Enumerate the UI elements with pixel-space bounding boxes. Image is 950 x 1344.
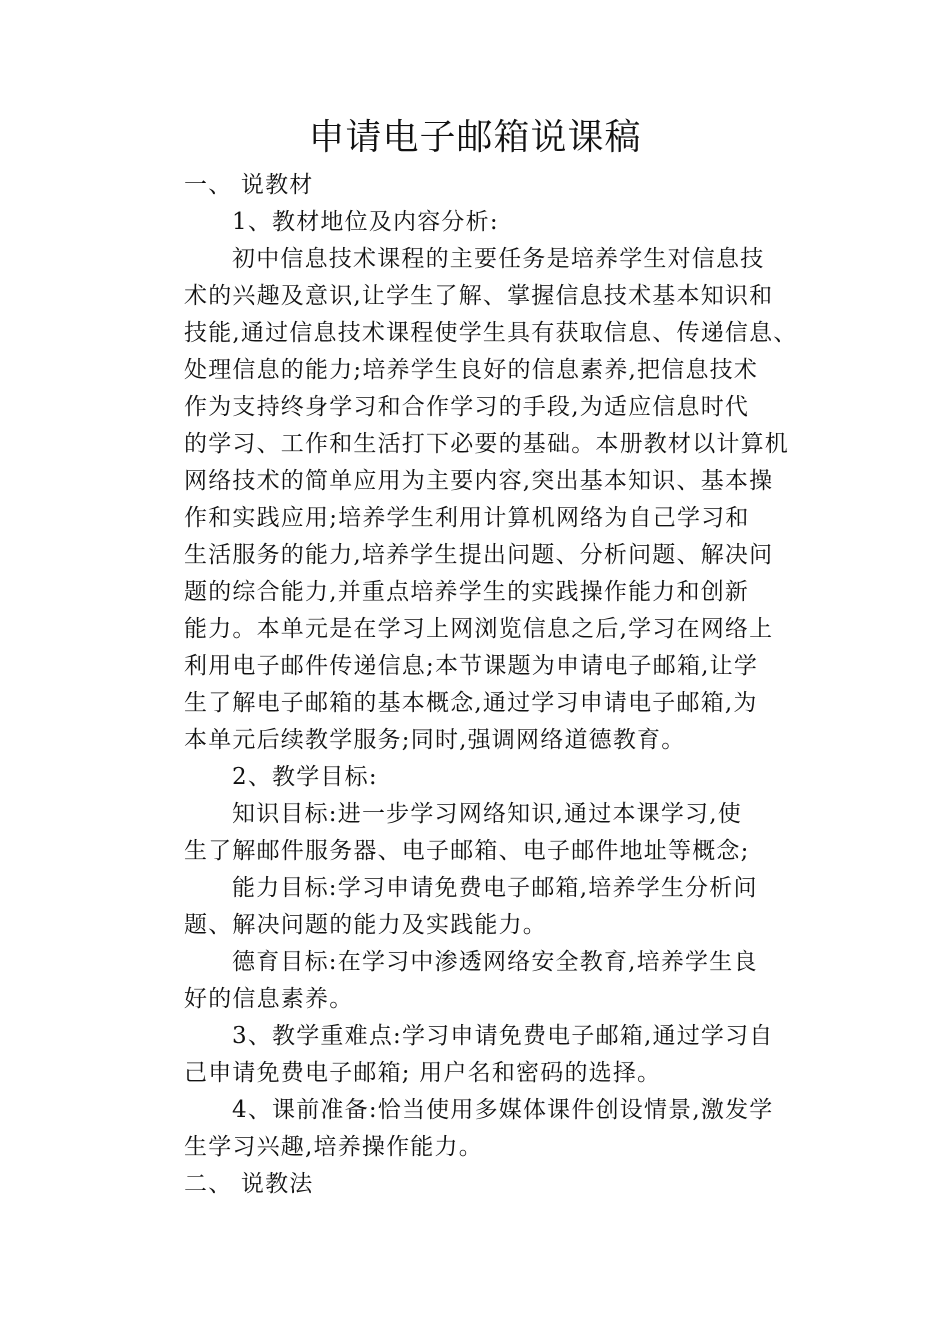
paragraph-line: 知识目标:进一步学习网络知识,通过本课学习,使 [232, 801, 742, 827]
paragraph-line: 能力。本单元是在学习上网浏览信息之后,学习在网络上 [184, 616, 774, 642]
paragraph-line: 生学习兴趣,培养操作能力。 [184, 1134, 483, 1160]
paragraph-line: 4、课前准备:恰当使用多媒体课件创设情景,激发学 [232, 1097, 774, 1123]
paragraph-line: 网络技术的简单应用为主要内容,突出基本知识、基本操 [184, 468, 774, 494]
paragraph-line: 德育目标:在学习中渗透网络安全教育,培养学生良 [232, 949, 758, 975]
document-title: 申请电子邮箱说课稿 [308, 117, 642, 158]
paragraph-line: 处理信息的能力;培养学生良好的信息素养,把信息技术 [184, 357, 759, 383]
paragraph-line: 题、解决问题的能力及实践能力。 [184, 912, 547, 938]
paragraph-line: 利用电子邮件传递信息;本节课题为申请电子邮箱,让学 [184, 653, 759, 679]
section-heading-1: 一、 说教材 [184, 172, 314, 198]
paragraph-line: 技能,通过信息技术课程使学生具有获取信息、传递信息、 [184, 320, 798, 346]
paragraph-line: 己申请免费电子邮箱; 用户名和密码的选择。 [184, 1060, 662, 1086]
paragraph-line: 术的兴趣及意识,让学生了解、掌握信息技术基本知识和 [184, 283, 774, 309]
subsection-heading: 2、教学目标: [232, 764, 378, 790]
paragraph-line: 作为支持终身学习和合作学习的手段,为适应信息时代 [184, 394, 750, 420]
paragraph-line: 3、教学重难点:学习申请免费电子邮箱,通过学习自 [232, 1023, 774, 1049]
paragraph-line: 生活服务的能力,培养学生提出问题、分析问题、解决问 [184, 542, 774, 568]
paragraph-line: 作和实践应用;培养学生利用计算机网络为自己学习和 [184, 505, 750, 531]
paragraph-line: 生了解邮件服务器、电子邮箱、电子邮件地址等概念; [184, 838, 750, 864]
paragraph-line: 的学习、工作和生活打下必要的基础。本册教材以计算机 [184, 431, 789, 457]
paragraph-line: 能力目标:学习申请免费电子邮箱,培养学生分析问 [232, 875, 758, 901]
paragraph-line: 题的综合能力,并重点培养学生的实践操作能力和创新 [184, 579, 750, 605]
subsection-heading: 1、教材地位及内容分析: [232, 209, 499, 235]
paragraph-line: 好的信息素养。 [184, 986, 354, 1012]
paragraph-line: 初中信息技术课程的主要任务是培养学生对信息技 [232, 246, 765, 272]
section-heading-2: 二、 说教法 [184, 1171, 314, 1197]
paragraph-line: 本单元后续教学服务;同时,强调网络道德教育。 [184, 727, 686, 753]
paragraph-line: 生了解电子邮箱的基本概念,通过学习申请电子邮箱,为 [184, 690, 758, 716]
